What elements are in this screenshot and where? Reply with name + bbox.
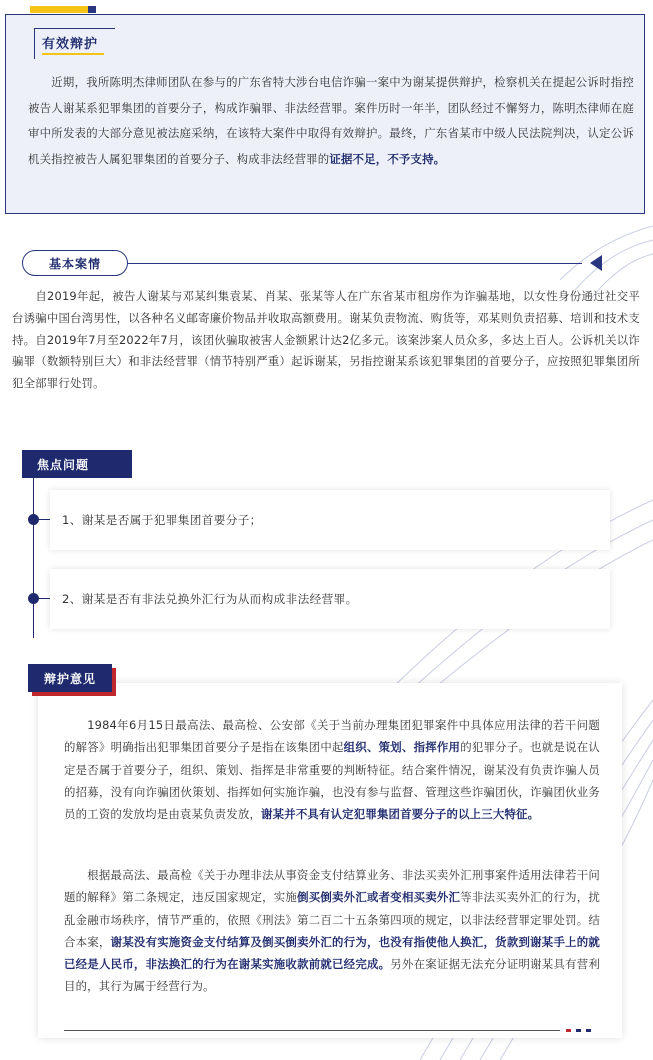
bullet-dot-icon bbox=[28, 514, 39, 525]
text-run: 1984年6月15日最高法、最高检、公安部《关于当前办理集团犯罪案件中具体应用法律的若干问题的解答》明确指出犯罪集团首要分子是指在该集团中起 bbox=[64, 718, 600, 755]
bullet-connector bbox=[39, 519, 50, 520]
effective-defense-paragraph bbox=[28, 70, 634, 172]
paragraph-text: 自2019年起，被告人谢某与邓某纠集袁某、肖某、张某等人在广东省某市租房作为诈骗基地，以女性身份通过社交平台诱骗中国台湾男性，以各种名义邮寄廉价物品并收取高额费用。谢某负责物流、购货等，邓某则负责招募、培训和技术支持。自2019年7月至2022年7月，该团伙骗取被害人金额累计达2亿多元。该案涉案人员众多，多达上百人。公诉机关以诈骗罪（数额特别巨大）和非法经营罪（情节特别严重）起诉谢某，另指控谢某系该犯罪集团的首要分子，应按照犯罪集团所犯全部罪行处罚。 bbox=[12, 289, 640, 391]
triangle-icon bbox=[590, 255, 602, 271]
focus-issue-item bbox=[50, 569, 610, 629]
timeline-line bbox=[33, 478, 34, 638]
text-highlight: 谢某没有实施资金支付结算及倒买倒卖外汇的行为，也没有指使他人换汇，货款到谢某手上的就已经是人民币，非法换汇的行为在谢某实施收款前就已经完成。 bbox=[64, 934, 600, 972]
defense-paragraph-1 bbox=[64, 714, 600, 825]
defense-opinion-title: 辩护意见 bbox=[28, 664, 112, 692]
text-highlight: 倒买倒卖外汇或者变相买卖外汇 bbox=[297, 890, 461, 905]
accent-bar-gold bbox=[30, 6, 88, 13]
title-underline bbox=[42, 53, 104, 55]
effective-defense-title: 有效辩护 bbox=[42, 37, 99, 52]
text-run: 等非法买卖外汇的行为，扰乱金融市场秩序，情节严重的，依照《刑法》第二百二十五条第四项的规定，以非法经营罪定罪处罚。结合本案， bbox=[64, 890, 600, 949]
text-run: 的犯罪分子。也就是说在认定是否属于首要分子，组织、策划、指挥是非常重要的判断特征。结合案件情况，谢某没有负责诈骗人员的招募，没有向诈骗团伙策划、指挥如何实施诈骗，也没有参与监督、管理这些诈骗团伙，诈骗团伙业务员的工资的发放均是由袁某负责发放， bbox=[64, 740, 600, 822]
basic-case-title: 基本案情 bbox=[22, 250, 128, 276]
accent-bar-navy bbox=[88, 6, 96, 13]
footer-dot-navy bbox=[586, 1029, 591, 1032]
focus-issues-title: 焦点问题 bbox=[22, 450, 132, 478]
paragraph-highlight: 证据不足，不予支持。 bbox=[329, 151, 446, 166]
footer-dot-red bbox=[566, 1029, 571, 1032]
bullet-connector bbox=[39, 598, 50, 599]
section-divider bbox=[128, 263, 582, 264]
text-highlight: 谢某并不具有认定犯罪集团首要分子的以上三大特征。 bbox=[261, 807, 540, 822]
focus-issue-item bbox=[50, 490, 610, 550]
footer-dot-navy bbox=[576, 1029, 581, 1032]
focus-issue-text: 2、谢某是否有非法兑换外汇行为从而构成非法经营罪。 bbox=[62, 592, 358, 606]
text-highlight: 组织、策划、指挥作用 bbox=[343, 740, 461, 755]
paragraph-text: 近期，我所陈明杰律师团队在参与的广东省特大涉台电信诈骗一案中为谢某提供辩护，检察机关在提起公诉时指控被告人谢某系犯罪集团的首要分子，构成诈骗罪、非法经营罪。案件历时一年半，团队经过不懈努力，陈明杰律师在庭审中所发表的大部分意见被法庭采纳，在该特大案件中取得有效辩护。最终，广东省某市中级人民法院判决，认定公诉机关指控被告人属犯罪集团的首要分子、构成非法经营罪的 bbox=[28, 75, 634, 166]
text-run: 另外在案证据无法充分证明谢某具有营利目的，其行为属于经营行为。 bbox=[64, 957, 600, 994]
focus-issue-text: 1、谢某是否属于犯罪集团首要分子； bbox=[62, 513, 262, 527]
text-run: 根据最高法、最高检《关于办理非法从事资金支付结算业务、非法买卖外汇刑事案件适用法律若干问题的解释》第二条规定，违反国家规定，实施 bbox=[64, 868, 600, 905]
bullet-dot-icon bbox=[28, 593, 39, 604]
footer-divider bbox=[64, 1030, 560, 1031]
basic-case-paragraph bbox=[12, 286, 640, 395]
defense-paragraph-2 bbox=[64, 864, 600, 998]
